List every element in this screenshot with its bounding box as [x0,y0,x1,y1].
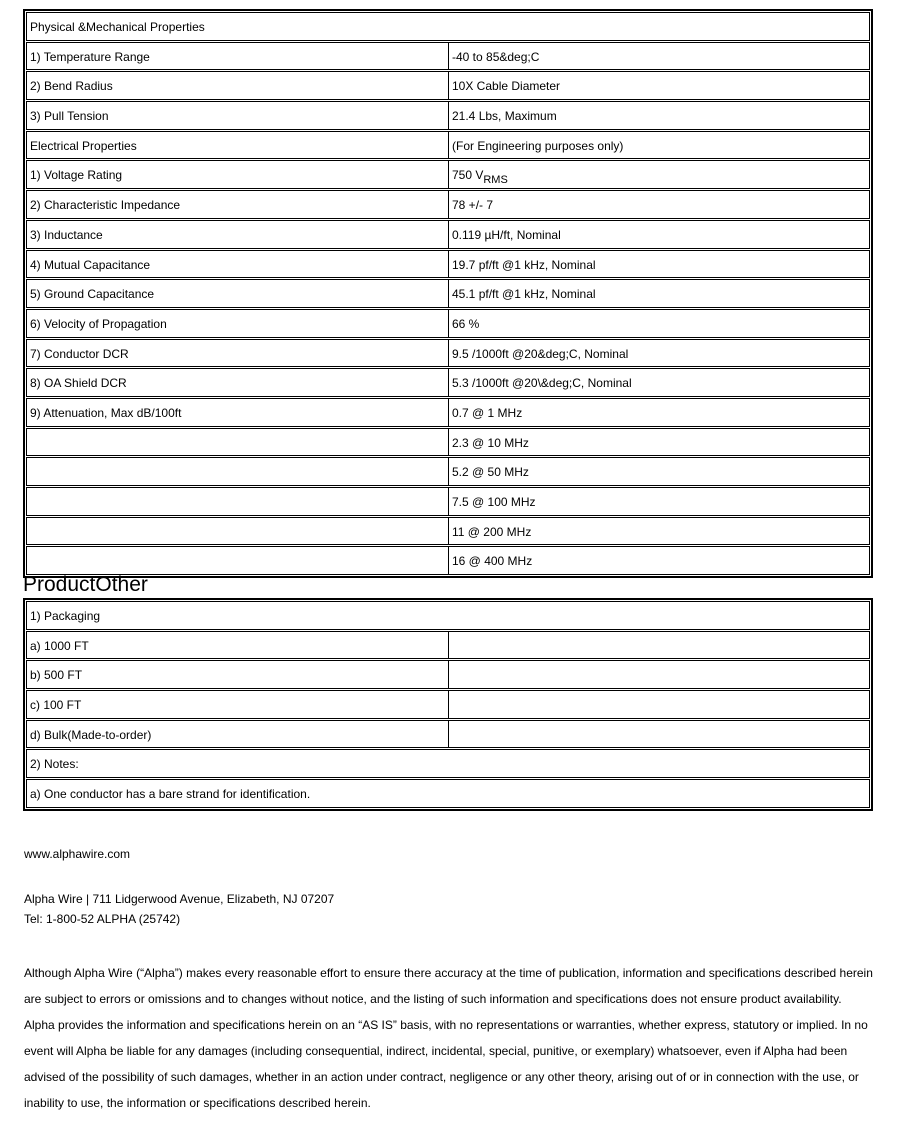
property-value-text: 0.7 @ 1 MHz [452,405,523,420]
property-value [449,429,869,456]
property-value [449,251,869,278]
property-value [449,518,869,545]
property-label: 2) Bend Radius [27,72,449,99]
property-value [449,102,869,129]
packaging-label: b) 500 FT [27,661,449,688]
table-row [26,309,870,338]
packaging-label: a) 1000 FT [27,632,449,659]
phone-text: Tel: 1-800-52 ALPHA (25742) [24,912,181,926]
property-value [449,43,869,70]
property-value-text: 2.3 @ 10 MHz [452,435,529,450]
table-row [26,339,870,368]
property-value [449,72,869,99]
table-row [26,457,870,486]
property-label: 6) Velocity of Propagation [27,310,449,337]
packaging-label: c) 100 FT [27,691,449,718]
property-label [27,547,449,574]
property-value [449,340,869,367]
disclaimer-paragraph-2: Alpha provides the information and specifications herein on an “AS IS” basis, with no representations or warranties, whether express, statutory or implied. In no event will Alpha be liable for any damages (including consequential, indirect, incidental, special, punitive, or exemplary) whatsoever, even if Alpha had been advised of the possibility of such damages, whether in an action under contract, negligence or any other theory, arising out of or in connection with the use, or inability to use, the information or specifications described herein. [24,1018,868,1110]
property-value [449,488,869,515]
table-row [26,42,870,71]
packaging-row [26,720,870,749]
table-row [26,250,870,279]
property-value-text: 78 +/- 7 [452,198,494,213]
property-value-text: 0.119 µH/ft, Nominal [452,227,561,242]
note-text: a) One conductor has a bare strand for identification. [30,787,311,802]
property-value-text: 66 % [452,316,480,331]
property-value [449,369,869,396]
property-value [449,458,869,485]
property-value-subscript: RMS [483,174,508,187]
property-value-text: 10X Cable Diameter [452,79,561,94]
website-text: www.alphawire.com [24,847,131,861]
property-value-text: (For Engineering purposes only) [452,138,624,153]
property-value [449,399,869,426]
property-label: 5) Ground Capacitance [27,280,449,307]
property-value-text: 16 @ 400 MHz [452,554,533,569]
table-row [26,160,870,189]
table-row [26,131,870,160]
table-header: Physical &Mechanical Properties [30,20,205,34]
disclaimer-paragraph-1: Although Alpha Wire (“Alpha”) makes every reasonable effort to ensure there accuracy at the time of publication, information and specifications described herein are subject to errors or omissions and to changes without notice, and the listing of such information and specifications does not ensure product availability. [24,966,873,1006]
property-label: 2) Characteristic Impedance [27,191,449,218]
property-value [449,310,869,337]
notes-header: 2) Notes: [30,757,79,772]
property-value [449,191,869,218]
table-row [26,190,870,219]
property-value-text: 21.4 Lbs, Maximum [452,109,557,124]
property-label [27,488,449,515]
property-label: 3) Inductance [27,221,449,248]
property-label [27,429,449,456]
property-label: 1) Temperature Range [27,43,449,70]
table-row [26,487,870,516]
property-label: 7) Conductor DCR [27,340,449,367]
property-value [449,132,869,159]
property-value-text: 750 V [452,168,484,183]
property-value [449,547,869,574]
packaging-value [449,661,869,688]
table-row [26,368,870,397]
property-label: 4) Mutual Capacitance [27,251,449,278]
address-text: Alpha Wire | 711 Lidgerwood Avenue, Elizabeth, NJ 07207 [24,892,335,906]
property-value [449,161,869,188]
property-label: 3) Pull Tension [27,102,449,129]
physical-electrical-properties-table [23,9,873,578]
property-value-text: 9.5 /1000ft @20&deg;C, Nominal [452,346,629,361]
table-row [26,279,870,308]
property-value-text: -40 to 85&deg;C [452,49,540,64]
property-label [27,458,449,485]
property-value [449,221,869,248]
table-row [26,398,870,427]
property-label: 1) Voltage Rating [27,161,449,188]
table-row [26,101,870,130]
property-label: 9) Attenuation, Max dB/100ft [27,399,449,426]
packaging-header-row [26,601,870,630]
property-value-text: 45.1 pf/ft @1 kHz, Nominal [452,287,596,302]
property-label: Electrical Properties [27,132,449,159]
property-value-text: 5.2 @ 50 MHz [452,465,529,480]
packaging-value [449,691,869,718]
notes-header-row [26,749,870,778]
section-heading-product-other: ProductOther [23,573,148,596]
packaging-row [26,660,870,689]
table-row [26,71,870,100]
product-other-table [23,598,873,811]
packaging-label: d) Bulk(Made-to-order) [27,721,449,748]
property-value-text: 19.7 pf/ft @1 kHz, Nominal [452,257,596,272]
table-header-row [26,12,870,41]
property-label: 8) OA Shield DCR [27,369,449,396]
table-row [26,220,870,249]
table-row [26,428,870,457]
packaging-header: 1) Packaging [30,609,101,623]
packaging-value [449,721,869,748]
packaging-row [26,631,870,660]
property-value-text: 5.3 /1000ft @20\&deg;C, Nominal [452,376,632,391]
packaging-row [26,690,870,719]
table-row [26,546,870,575]
property-value-text: 7.5 @ 100 MHz [452,495,536,509]
property-value-text: 11 @ 200 MHz [452,524,532,539]
disclaimer [24,960,874,1116]
property-label [27,518,449,545]
table-row [26,517,870,546]
notes-row [26,779,870,808]
packaging-value [449,632,869,659]
property-value [449,280,869,307]
